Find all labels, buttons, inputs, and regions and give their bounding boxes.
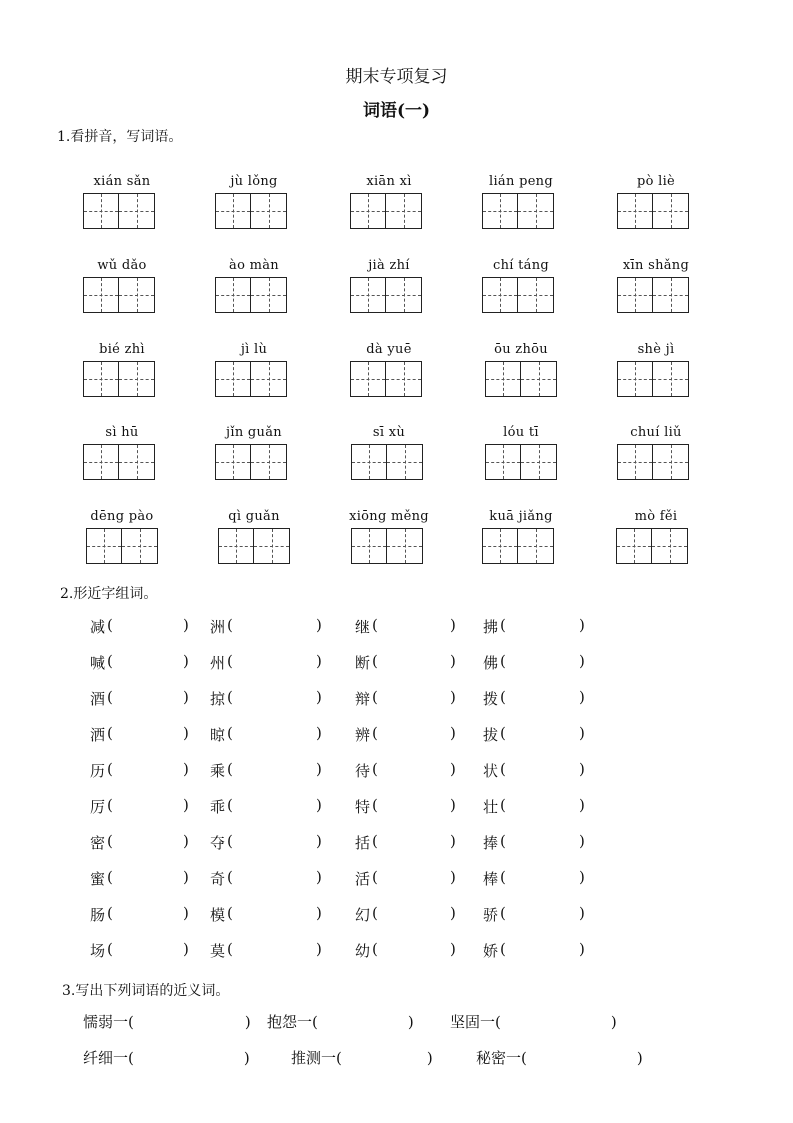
pinyin-label: xián sǎn — [93, 174, 151, 189]
answer-paren-open: ( — [107, 688, 113, 706]
answer-paren-open: ( — [128, 1049, 134, 1067]
similar-character: 幼 — [355, 942, 371, 960]
char-group-item — [483, 868, 585, 889]
answer-paren-open: ( — [227, 940, 233, 958]
writing-boxes — [83, 277, 155, 313]
char-group-item — [90, 832, 189, 853]
pinyin-label: jù lǒng — [230, 174, 278, 189]
answer-paren-open: ( — [500, 940, 506, 958]
answer-paren-close: ) — [316, 868, 322, 886]
char-group-item — [355, 940, 456, 961]
tianzige-cell[interactable] — [119, 193, 155, 229]
answer-paren-close: ) — [579, 652, 585, 670]
answer-paren-close: ) — [316, 652, 322, 670]
char-group-item — [90, 904, 189, 925]
answer-paren-open: ( — [521, 1049, 527, 1067]
tianzige-cell[interactable] — [653, 277, 689, 313]
char-group-item — [210, 868, 322, 889]
pinyin-label: jǐn guǎn — [226, 425, 282, 440]
char-group-item — [90, 652, 189, 673]
tianzige-cell[interactable] — [521, 361, 557, 397]
tianzige-cell[interactable] — [518, 193, 554, 229]
answer-paren-close: ) — [316, 832, 322, 850]
writing-boxes — [215, 361, 287, 397]
similar-character: 酒 — [90, 690, 106, 708]
similar-character: 蜜 — [90, 870, 106, 888]
char-group-item — [355, 652, 456, 673]
answer-paren-open: ( — [107, 832, 113, 850]
similar-character: 减 — [90, 618, 106, 636]
pinyin-label: mò fěi — [634, 509, 678, 524]
answer-paren-close: ) — [579, 868, 585, 886]
tianzige-cell[interactable] — [119, 277, 155, 313]
pinyin-label: dēng pào — [90, 509, 154, 524]
section2-heading: 2.形近字组词。 — [60, 586, 158, 602]
char-group-item — [355, 688, 456, 709]
tianzige-cell[interactable] — [482, 193, 518, 229]
tianzige-cell[interactable] — [617, 277, 653, 313]
tianzige-cell[interactable] — [350, 193, 386, 229]
char-group-item — [210, 760, 322, 781]
char-group-item — [483, 832, 585, 853]
char-group-item — [90, 796, 189, 817]
similar-character: 幻 — [355, 906, 371, 924]
tianzige-cell[interactable] — [215, 444, 251, 480]
similar-character: 辩 — [355, 690, 371, 708]
similar-character: 掠 — [210, 690, 226, 708]
tianzige-cell[interactable] — [83, 193, 119, 229]
similar-character: 州 — [210, 654, 226, 672]
char-group-item — [483, 760, 585, 781]
writing-boxes — [218, 528, 290, 564]
pinyin-label: xīn shǎng — [622, 258, 690, 273]
similar-character: 密 — [90, 834, 106, 852]
char-group-item — [90, 760, 189, 781]
tianzige-cell[interactable] — [653, 444, 689, 480]
pinyin-label: qì guǎn — [228, 509, 280, 524]
answer-paren-close: ) — [579, 688, 585, 706]
answer-paren-close: ) — [579, 940, 585, 958]
answer-paren-open: ( — [107, 760, 113, 778]
similar-character: 洒 — [90, 726, 106, 744]
char-group-item — [210, 796, 322, 817]
tianzige-cell[interactable] — [653, 193, 689, 229]
answer-paren-open: ( — [372, 904, 378, 922]
tianzige-cell[interactable] — [387, 444, 423, 480]
answer-paren-open: ( — [107, 652, 113, 670]
answer-paren-open: ( — [107, 940, 113, 958]
writing-boxes — [350, 193, 422, 229]
tianzige-cell[interactable] — [386, 277, 422, 313]
answer-paren-close: ) — [316, 760, 322, 778]
tianzige-cell[interactable] — [518, 277, 554, 313]
pinyin-label: lián peng — [489, 174, 553, 189]
similar-character: 厉 — [90, 798, 106, 816]
answer-paren-close: ) — [407, 1013, 414, 1031]
synonym-word: 秘密一 — [476, 1049, 522, 1067]
writing-boxes — [215, 277, 287, 313]
answer-paren-close: ) — [316, 688, 322, 706]
char-group-item — [483, 940, 585, 961]
synonym-word: 推测一 — [291, 1049, 337, 1067]
tianzige-cell[interactable] — [251, 361, 287, 397]
page-title: 期末专项复习 — [345, 67, 448, 87]
char-group-item — [90, 616, 189, 637]
tianzige-cell[interactable] — [485, 444, 521, 480]
answer-paren-close: ) — [183, 616, 189, 634]
char-group-item — [355, 868, 456, 889]
writing-boxes — [482, 528, 554, 564]
answer-paren-close: ) — [579, 616, 585, 634]
answer-paren-close: ) — [183, 832, 189, 850]
writing-boxes — [485, 444, 557, 480]
synonym-item — [450, 1011, 617, 1032]
writing-boxes — [482, 193, 554, 229]
similar-character: 拨 — [483, 690, 499, 708]
tianzige-cell[interactable] — [251, 193, 287, 229]
similar-character: 肠 — [90, 906, 106, 924]
pinyin-label: xiōng měng — [349, 509, 429, 524]
similar-character: 历 — [90, 762, 106, 780]
tianzige-cell[interactable] — [215, 193, 251, 229]
answer-paren-close: ) — [183, 868, 189, 886]
char-group-item — [210, 832, 322, 853]
tianzige-cell[interactable] — [350, 277, 386, 313]
answer-paren-open: ( — [500, 868, 506, 886]
tianzige-cell[interactable] — [518, 528, 554, 564]
writing-boxes — [482, 277, 554, 313]
writing-boxes — [617, 193, 689, 229]
char-group-item — [210, 940, 322, 961]
similar-character: 活 — [355, 870, 371, 888]
writing-boxes — [350, 277, 422, 313]
synonym-word: 懦弱一 — [83, 1013, 129, 1031]
answer-paren-close: ) — [450, 940, 456, 958]
answer-paren-close: ) — [450, 904, 456, 922]
tianzige-cell[interactable] — [351, 528, 387, 564]
writing-boxes — [215, 444, 287, 480]
tianzige-cell[interactable] — [485, 361, 521, 397]
similar-character: 模 — [210, 906, 226, 924]
similar-character: 辨 — [355, 726, 371, 744]
pinyin-label: xiān xì — [366, 174, 412, 189]
answer-paren-close: ) — [316, 796, 322, 814]
tianzige-cell[interactable] — [218, 528, 254, 564]
pinyin-label: pò liè — [636, 174, 676, 189]
answer-paren-close: ) — [450, 760, 456, 778]
writing-boxes — [617, 277, 689, 313]
synonym-word: 抱怨一 — [267, 1013, 313, 1031]
answer-paren-close: ) — [183, 724, 189, 742]
pinyin-label: bié zhì — [99, 342, 145, 357]
answer-paren-close: ) — [579, 724, 585, 742]
tianzige-cell[interactable] — [215, 277, 251, 313]
writing-boxes — [351, 528, 423, 564]
tianzige-cell[interactable] — [616, 528, 652, 564]
tianzige-cell[interactable] — [215, 361, 251, 397]
tianzige-cell[interactable] — [386, 193, 422, 229]
char-group-item — [90, 868, 189, 889]
answer-paren-close: ) — [450, 868, 456, 886]
synonym-word: 坚固一 — [450, 1013, 496, 1031]
tianzige-cell[interactable] — [83, 277, 119, 313]
tianzige-cell[interactable] — [386, 361, 422, 397]
char-group-item — [210, 652, 322, 673]
section3-heading: 3.写出下列词语的近义词。 — [62, 983, 230, 999]
char-group-item — [355, 616, 456, 637]
answer-paren-open: ( — [372, 832, 378, 850]
answer-paren-close: ) — [316, 616, 322, 634]
page-subtitle: 词语(一) — [362, 101, 431, 121]
answer-paren-close: ) — [183, 940, 189, 958]
answer-paren-open: ( — [500, 724, 506, 742]
tianzige-cell[interactable] — [617, 444, 653, 480]
answer-paren-close: ) — [183, 904, 189, 922]
writing-boxes — [83, 193, 155, 229]
synonym-item — [267, 1011, 414, 1032]
answer-paren-close: ) — [183, 652, 189, 670]
char-group-item — [483, 904, 585, 925]
tianzige-cell[interactable] — [350, 361, 386, 397]
answer-paren-close: ) — [183, 796, 189, 814]
pinyin-label: chuí liǔ — [630, 425, 682, 440]
char-group-item — [483, 652, 585, 673]
answer-paren-open: ( — [107, 616, 113, 634]
section1-heading: 1.看拼音，写词语。 — [57, 129, 183, 145]
writing-boxes — [485, 361, 557, 397]
answer-paren-open: ( — [372, 616, 378, 634]
answer-paren-open: ( — [227, 688, 233, 706]
answer-paren-open: ( — [372, 652, 378, 670]
similar-character: 状 — [483, 762, 499, 780]
tianzige-cell[interactable] — [254, 528, 290, 564]
char-group-item — [355, 760, 456, 781]
similar-character: 括 — [355, 834, 371, 852]
tianzige-cell[interactable] — [119, 361, 155, 397]
answer-paren-open: ( — [227, 616, 233, 634]
answer-paren-open: ( — [500, 616, 506, 634]
char-group-item — [210, 724, 322, 745]
tianzige-cell[interactable] — [83, 444, 119, 480]
tianzige-cell[interactable] — [251, 444, 287, 480]
writing-boxes — [617, 361, 689, 397]
similar-character: 拂 — [483, 618, 499, 636]
tianzige-cell[interactable] — [83, 361, 119, 397]
similar-character: 捧 — [483, 834, 499, 852]
char-group-item — [355, 904, 456, 925]
synonym-item — [476, 1047, 643, 1068]
writing-boxes — [83, 444, 155, 480]
answer-paren-close: ) — [450, 688, 456, 706]
tianzige-cell[interactable] — [86, 528, 122, 564]
char-group-item — [483, 724, 585, 745]
answer-paren-close: ) — [636, 1049, 643, 1067]
similar-character: 夺 — [210, 834, 226, 852]
answer-paren-close: ) — [450, 832, 456, 850]
pinyin-label: kuā jiǎng — [489, 509, 553, 524]
similar-character: 奇 — [210, 870, 226, 888]
answer-paren-close: ) — [579, 760, 585, 778]
char-group-item — [210, 688, 322, 709]
synonym-item — [83, 1047, 250, 1068]
answer-paren-close: ) — [316, 904, 322, 922]
answer-paren-open: ( — [372, 724, 378, 742]
tianzige-cell[interactable] — [251, 277, 287, 313]
tianzige-cell[interactable] — [617, 361, 653, 397]
answer-paren-open: ( — [500, 796, 506, 814]
answer-paren-open: ( — [372, 796, 378, 814]
answer-paren-close: ) — [579, 796, 585, 814]
similar-character: 棒 — [483, 870, 499, 888]
answer-paren-open: ( — [227, 904, 233, 922]
similar-character: 特 — [355, 798, 371, 816]
answer-paren-open: ( — [227, 652, 233, 670]
similar-character: 莫 — [210, 942, 226, 960]
tianzige-cell[interactable] — [387, 528, 423, 564]
tianzige-cell[interactable] — [351, 444, 387, 480]
tianzige-cell[interactable] — [482, 528, 518, 564]
similar-character: 洲 — [210, 618, 226, 636]
similar-character: 乘 — [210, 762, 226, 780]
answer-paren-open: ( — [107, 868, 113, 886]
char-group-item — [90, 724, 189, 745]
tianzige-cell[interactable] — [119, 444, 155, 480]
answer-paren-close: ) — [183, 760, 189, 778]
answer-paren-open: ( — [107, 904, 113, 922]
answer-paren-close: ) — [243, 1049, 250, 1067]
char-group-item — [355, 832, 456, 853]
tianzige-cell[interactable] — [617, 193, 653, 229]
answer-paren-open: ( — [227, 724, 233, 742]
pinyin-label: ōu zhōu — [494, 342, 548, 357]
similar-character: 场 — [90, 942, 106, 960]
answer-paren-open: ( — [500, 688, 506, 706]
pinyin-label: lóu tī — [503, 425, 539, 440]
answer-paren-open: ( — [107, 796, 113, 814]
char-group-item — [210, 616, 322, 637]
similar-character: 喊 — [90, 654, 106, 672]
answer-paren-open: ( — [227, 760, 233, 778]
pinyin-label: ào màn — [229, 258, 279, 273]
similar-character: 待 — [355, 762, 371, 780]
writing-boxes — [215, 193, 287, 229]
answer-paren-open: ( — [227, 832, 233, 850]
similar-character: 佛 — [483, 654, 499, 672]
answer-paren-open: ( — [500, 760, 506, 778]
tianzige-cell[interactable] — [482, 277, 518, 313]
char-group-item — [90, 940, 189, 961]
tianzige-cell[interactable] — [521, 444, 557, 480]
writing-boxes — [616, 528, 688, 564]
answer-paren-close: ) — [450, 616, 456, 634]
similar-character: 晾 — [210, 726, 226, 744]
answer-paren-close: ) — [579, 904, 585, 922]
answer-paren-close: ) — [450, 796, 456, 814]
char-group-item — [483, 688, 585, 709]
answer-paren-close: ) — [610, 1013, 617, 1031]
char-group-item — [210, 904, 322, 925]
similar-character: 继 — [355, 618, 371, 636]
writing-boxes — [350, 361, 422, 397]
answer-paren-open: ( — [128, 1013, 134, 1031]
answer-paren-close: ) — [316, 724, 322, 742]
tianzige-cell[interactable] — [652, 528, 688, 564]
answer-paren-open: ( — [372, 688, 378, 706]
answer-paren-close: ) — [183, 688, 189, 706]
answer-paren-open: ( — [227, 868, 233, 886]
answer-paren-close: ) — [316, 940, 322, 958]
writing-boxes — [83, 361, 155, 397]
answer-paren-open: ( — [336, 1049, 342, 1067]
synonym-item — [83, 1011, 251, 1032]
pinyin-label: sī xù — [372, 425, 406, 440]
pinyin-label: jià zhí — [368, 258, 410, 273]
writing-boxes — [86, 528, 158, 564]
answer-paren-close: ) — [579, 832, 585, 850]
pinyin-label: dà yuē — [366, 342, 412, 357]
synonym-item — [291, 1047, 433, 1068]
answer-paren-open: ( — [372, 868, 378, 886]
pinyin-label: wǔ dǎo — [97, 258, 147, 273]
char-group-item — [355, 796, 456, 817]
answer-paren-open: ( — [500, 904, 506, 922]
similar-character: 乖 — [210, 798, 226, 816]
pinyin-label: shè jì — [637, 342, 675, 357]
char-group-item — [90, 688, 189, 709]
char-group-item — [355, 724, 456, 745]
answer-paren-open: ( — [495, 1013, 501, 1031]
answer-paren-open: ( — [372, 760, 378, 778]
answer-paren-close: ) — [426, 1049, 433, 1067]
answer-paren-open: ( — [372, 940, 378, 958]
answer-paren-open: ( — [227, 796, 233, 814]
tianzige-cell[interactable] — [653, 361, 689, 397]
tianzige-cell[interactable] — [122, 528, 158, 564]
answer-paren-open: ( — [500, 832, 506, 850]
pinyin-label: chí táng — [492, 258, 549, 273]
writing-boxes — [351, 444, 423, 480]
char-group-item — [483, 616, 585, 637]
answer-paren-close: ) — [244, 1013, 251, 1031]
similar-character: 骄 — [483, 906, 499, 924]
similar-character: 娇 — [483, 942, 499, 960]
answer-paren-close: ) — [450, 652, 456, 670]
char-group-item — [483, 796, 585, 817]
pinyin-label: jì lù — [240, 342, 268, 357]
answer-paren-open: ( — [312, 1013, 318, 1031]
similar-character: 断 — [355, 654, 371, 672]
answer-paren-close: ) — [450, 724, 456, 742]
similar-character: 壮 — [483, 798, 499, 816]
answer-paren-open: ( — [107, 724, 113, 742]
pinyin-label: sì hū — [105, 425, 139, 440]
similar-character: 拔 — [483, 726, 499, 744]
answer-paren-open: ( — [500, 652, 506, 670]
synonym-word: 纤细一 — [83, 1049, 129, 1067]
writing-boxes — [617, 444, 689, 480]
